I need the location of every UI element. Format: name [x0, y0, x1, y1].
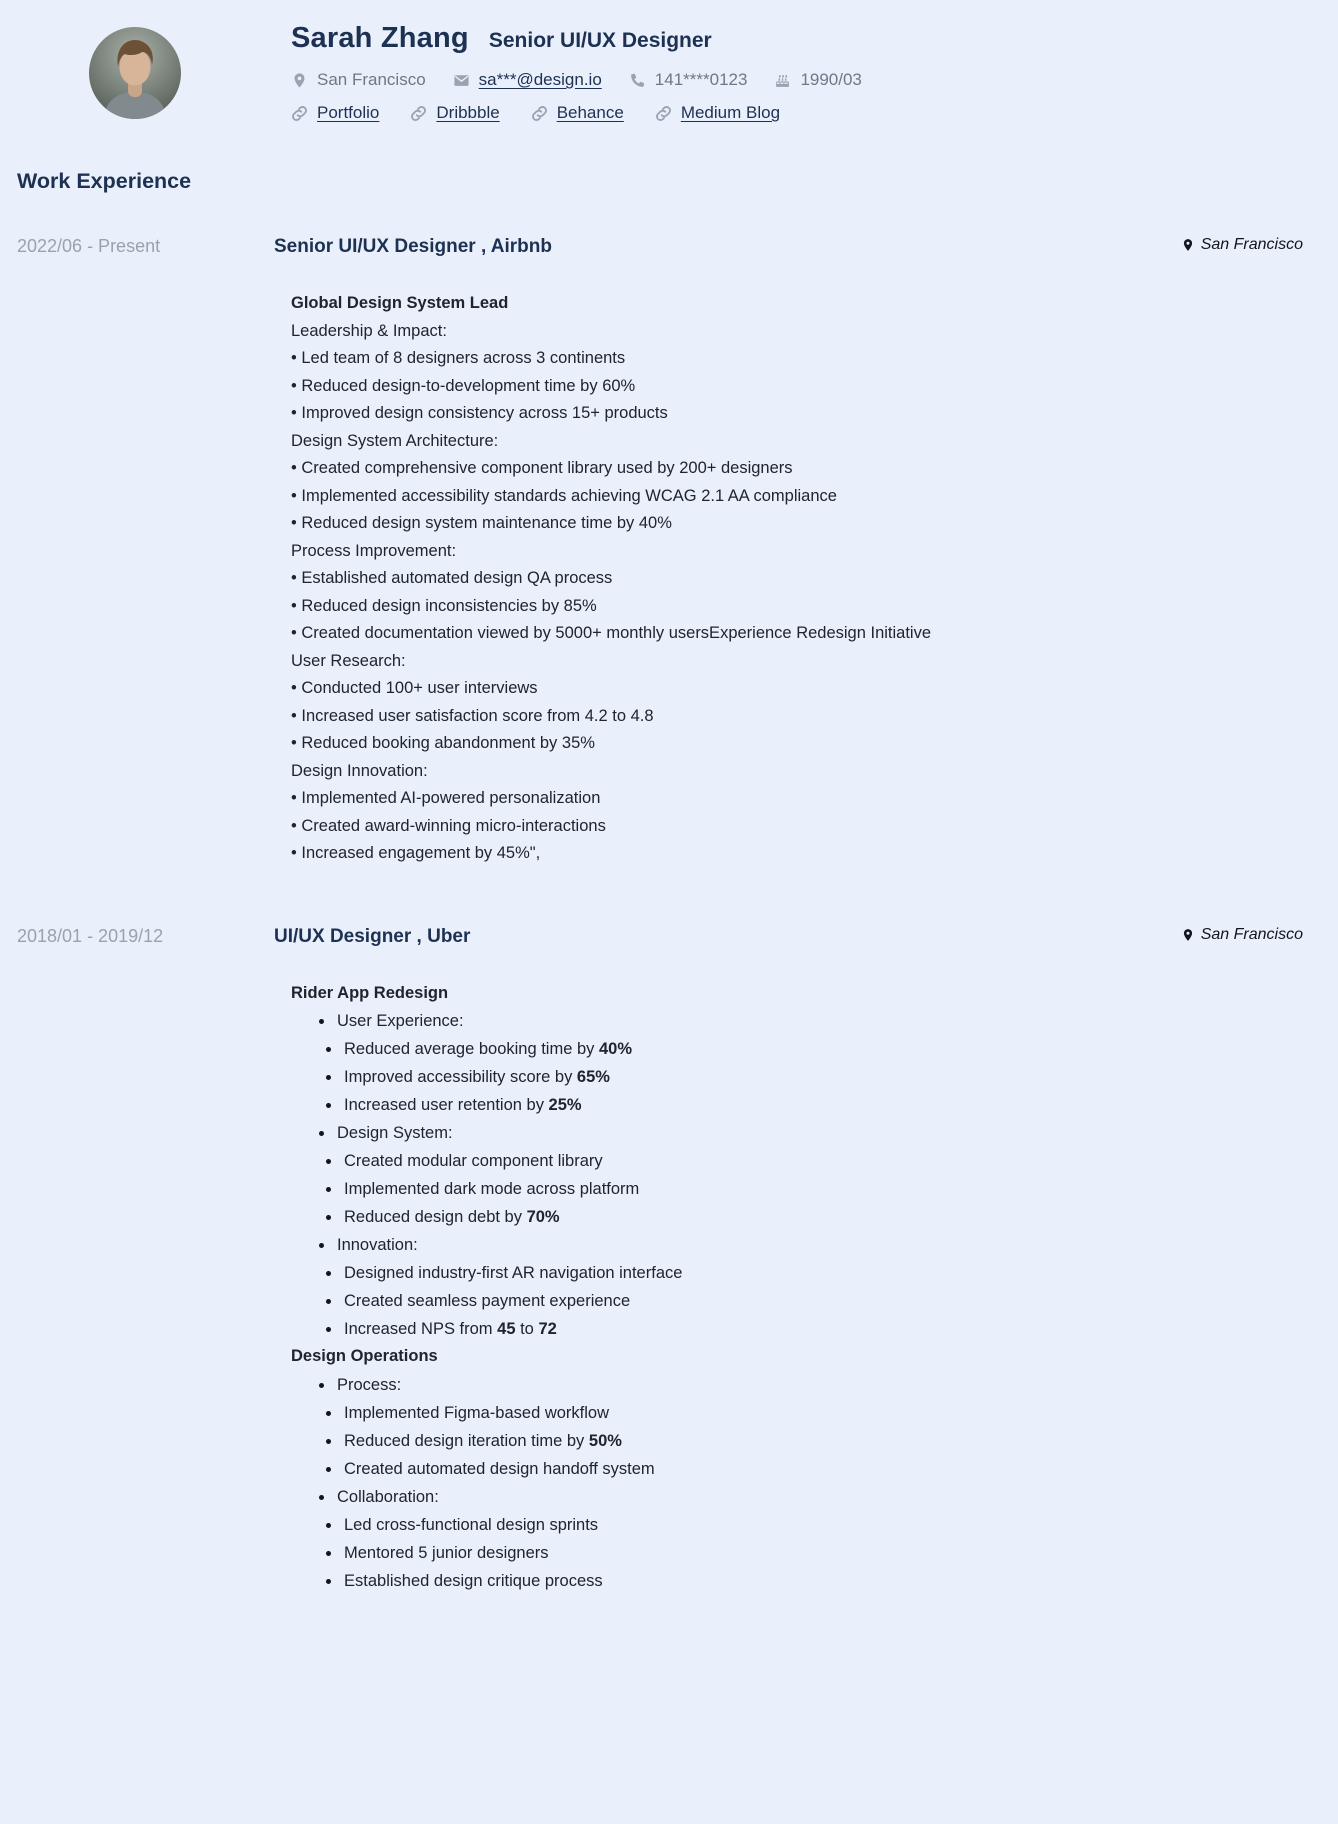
job-header: [0, 236, 1338, 258]
desc-item-text: Created modular component library: [344, 1152, 603, 1170]
behance-link-label: Behance: [556, 103, 624, 122]
desc-item: [291, 1539, 1151, 1567]
desc-item-text: Created seamless payment experience: [344, 1292, 631, 1310]
desc-line: • Implemented accessibility standards achieving WCAG 2.1 AA compliance: [291, 486, 837, 505]
phone-icon: [629, 72, 646, 89]
desc-line: • Conducted 100+ user interviews: [291, 679, 538, 697]
location-icon: [1181, 238, 1195, 252]
bullet-dot: [319, 1495, 324, 1500]
bullet-dot: [319, 1383, 324, 1388]
desc-item-text: Increased NPS from 45 to 72: [344, 1320, 557, 1338]
desc-item-text: Design System:: [337, 1124, 453, 1142]
job-description: [291, 980, 1151, 1595]
desc-heading: Design Operations: [291, 1347, 438, 1365]
desc-item: [291, 1511, 1151, 1539]
desc-line: Design System Architecture:: [291, 431, 499, 450]
contact-phone-text: 141****0123: [654, 70, 748, 89]
desc-line: • Reduced design-to-development time by 60%: [291, 376, 636, 395]
desc-line: • Increased engagement by 45%",: [291, 844, 541, 862]
desc-item-text: Reduced design debt by 70%: [344, 1208, 560, 1226]
desc-item-text: Increased user retention by 25%: [344, 1096, 582, 1114]
desc-line: • Led team of 8 designers across 3 continents: [291, 349, 626, 367]
name-row: [291, 22, 862, 55]
desc-line: • Reduced booking abandonment by 35%: [291, 734, 595, 752]
desc-item-text: Improved accessibility score by 65%: [344, 1068, 610, 1086]
desc-heading: Global Design System Lead: [291, 294, 509, 312]
contact-location-text: San Francisco: [317, 70, 426, 89]
desc-item-text: User Experience:: [337, 1012, 464, 1030]
job-entry-airbnb: [0, 236, 1338, 868]
desc-item: [291, 1399, 1151, 1427]
desc-line: Design Innovation:: [291, 761, 428, 780]
bullet-dot: [326, 1411, 331, 1416]
dribbble-link[interactable]: [410, 103, 499, 123]
desc-item-text: Led cross-functional design sprints: [344, 1515, 599, 1534]
desc-item-text: Created automated design handoff system: [344, 1459, 655, 1478]
avatar-portrait-image: [89, 27, 181, 119]
bullet-dot: [326, 1075, 331, 1080]
dribbble-link-label: Dribbble: [436, 103, 500, 122]
desc-item: [291, 1119, 1151, 1147]
bullet-dot: [319, 1131, 324, 1136]
desc-item-text: Established design critique process: [344, 1571, 603, 1590]
contact-birthday-text: 1990/03: [800, 70, 862, 89]
desc-item: [291, 1091, 1151, 1119]
desc-item-text: Collaboration:: [337, 1487, 439, 1506]
bullet-dot: [326, 1467, 331, 1472]
job-period: 2022/06 - Present: [17, 236, 161, 256]
location-icon: [291, 72, 308, 89]
location-icon: [1181, 928, 1195, 942]
avatar: [89, 27, 181, 119]
contact-birthday: [774, 70, 861, 90]
person-title: Senior UI/UX Designer: [488, 29, 712, 52]
desc-line: • Created award-winning micro-interactions: [291, 816, 606, 835]
bullet-dot: [326, 1187, 331, 1192]
desc-line: • Improved design consistency across 15+ products: [291, 404, 668, 422]
link-icon: [410, 105, 427, 122]
bullet-dot: [326, 1271, 331, 1276]
section-title-work-experience: Work Experience: [17, 169, 192, 193]
birthday-icon: [774, 72, 791, 89]
desc-item: [291, 1007, 1151, 1035]
desc-item-text: Mentored 5 junior designers: [344, 1543, 549, 1562]
bullet-dot: [326, 1327, 331, 1332]
desc-line: • Implemented AI-powered personalization: [291, 789, 601, 807]
desc-line: • Increased user satisfaction score from 4.2 to 4.8: [291, 706, 654, 725]
desc-line: • Established automated design QA process: [291, 569, 613, 587]
desc-line: • Created comprehensive component library used by 200+ designers: [291, 459, 793, 477]
behance-link[interactable]: [531, 103, 624, 123]
desc-item: [291, 1455, 1151, 1483]
desc-item: [291, 1287, 1151, 1315]
desc-line: • Reduced design inconsistencies by 85%: [291, 596, 597, 615]
profile-links-row: [291, 103, 862, 123]
bullet-dot: [326, 1103, 331, 1108]
link-icon: [655, 105, 672, 122]
bullet-dot: [326, 1047, 331, 1052]
bullet-dot: [319, 1019, 324, 1024]
medium-blog-link-label: Medium Blog: [680, 103, 781, 122]
desc-line: User Research:: [291, 651, 406, 670]
desc-heading: Rider App Redesign: [291, 983, 449, 1002]
desc-item: [291, 1371, 1151, 1399]
person-name: Sarah Zhang: [291, 22, 469, 54]
header-info: [291, 22, 862, 123]
contact-location: [291, 70, 426, 90]
job-location-text: San Francisco: [1200, 925, 1303, 943]
desc-item: [291, 1315, 1151, 1343]
desc-item-text: Implemented Figma-based workflow: [344, 1403, 610, 1422]
bullet-dot: [326, 1439, 331, 1444]
job-title: UI/UX Designer , Uber: [274, 925, 471, 947]
bullet-dot: [326, 1159, 331, 1164]
desc-item: [291, 1483, 1151, 1511]
desc-item: [291, 1427, 1151, 1455]
job-location: [1181, 236, 1303, 254]
job-entry-uber: [0, 926, 1338, 1595]
resume-header: [0, 0, 1338, 123]
bullet-dot: [326, 1551, 331, 1556]
contact-row: [291, 70, 862, 90]
job-location: [1181, 926, 1303, 944]
job-period: 2018/01 - 2019/12: [17, 925, 164, 946]
job-title: Senior UI/UX Designer , Airbnb: [274, 236, 553, 257]
email-link[interactable]: sa***@design.io: [478, 70, 602, 89]
desc-line: Leadership & Impact:: [291, 321, 447, 340]
medium-blog-link[interactable]: [655, 103, 780, 123]
job-description: [291, 290, 1151, 868]
desc-item-text: Implemented dark mode across platform: [344, 1180, 640, 1198]
bullet-dot: [326, 1579, 331, 1584]
desc-item-text: Reduced design iteration time by 50%: [344, 1431, 622, 1450]
bullet-dot: [326, 1523, 331, 1528]
portfolio-link-label: Portfolio: [317, 103, 380, 122]
job-header: [0, 926, 1338, 948]
desc-item: [291, 1147, 1151, 1175]
bullet-dot: [319, 1243, 324, 1248]
desc-item-text: Reduced average booking time by 40%: [344, 1040, 633, 1058]
desc-item-text: Process:: [337, 1375, 402, 1394]
desc-item: [291, 1259, 1151, 1287]
link-icon: [531, 105, 548, 122]
contact-email: [453, 70, 602, 90]
link-icon: [291, 105, 308, 122]
bullet-dot: [326, 1299, 331, 1304]
contact-phone: [629, 70, 748, 90]
desc-item: [291, 1567, 1151, 1595]
desc-item: [291, 1175, 1151, 1203]
desc-line: • Created documentation viewed by 5000+ monthly usersExperience Redesign Initiative: [291, 624, 932, 642]
desc-line: Process Improvement:: [291, 541, 457, 560]
desc-item-text: Designed industry-first AR navigation interface: [344, 1264, 683, 1282]
desc-item: [291, 1231, 1151, 1259]
job-location-text: San Francisco: [1200, 236, 1303, 253]
email-icon: [453, 72, 470, 89]
desc-item: [291, 1035, 1151, 1063]
desc-item: [291, 1203, 1151, 1231]
bullet-dot: [326, 1215, 331, 1220]
desc-line: • Reduced design system maintenance time by 40%: [291, 514, 672, 532]
portfolio-link[interactable]: [291, 103, 379, 123]
desc-item-text: Innovation:: [337, 1236, 418, 1254]
desc-item: [291, 1063, 1151, 1091]
